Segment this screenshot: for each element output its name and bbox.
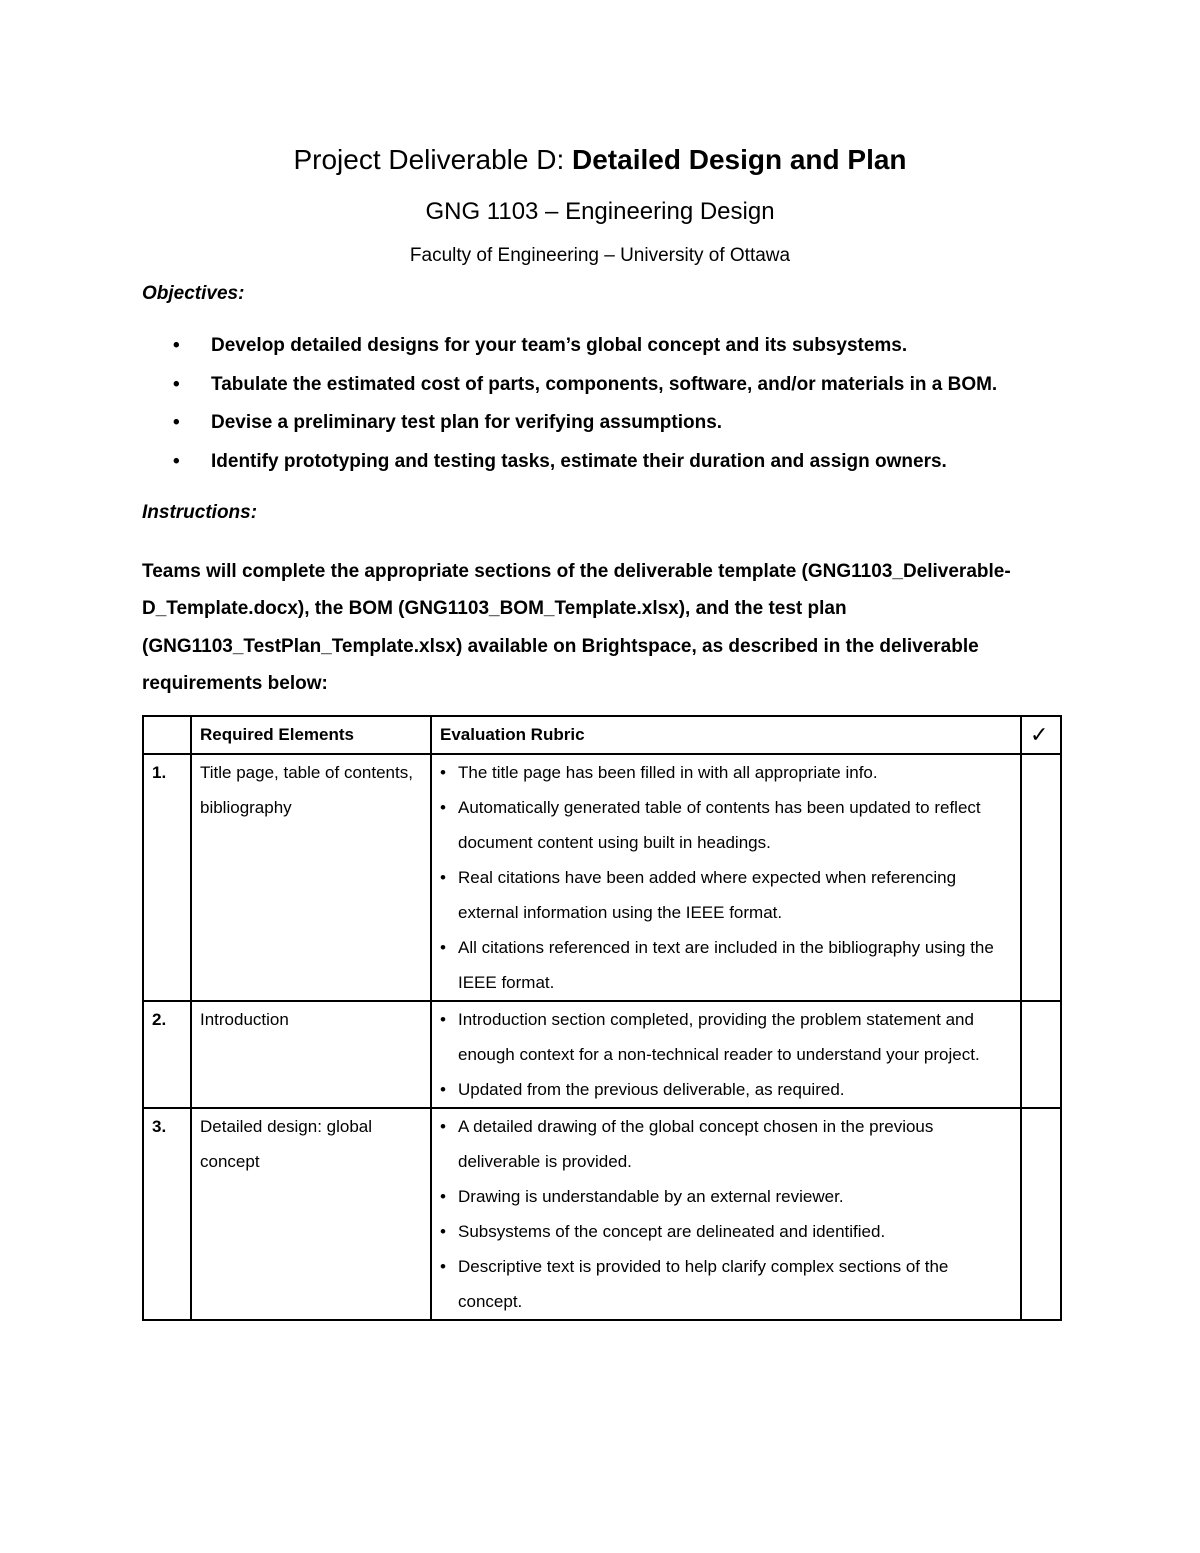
row-element: Introduction: [191, 1001, 431, 1108]
rubric-item: • The title page has been filled in with all appropriate info.: [440, 755, 1012, 790]
rubric-item: • Automatically generated table of contents has been updated to reflect document content using built in headings.: [440, 790, 1012, 860]
table-header-row: [143, 716, 1061, 754]
title-prefix: Project Deliverable D:: [293, 144, 573, 175]
instructions-paragraph: Teams will complete the appropriate sections of the deliverable template (GNG1103_Deliverable-D_Template.docx), the BOM (GNG1103_BOM_Template.xlsx), and the test plan (GNG1103_TestPlan_Template.xlsx) available on Brightspace, as described in the deliverable requirements below:: [142, 561, 1011, 694]
course-subtitle: GNG 1103 – Engineering Design: [425, 198, 775, 225]
rubric-item: • A detailed drawing of the global concept chosen in the previous deliverable is provided.: [440, 1109, 1012, 1179]
objective-item: • Identify prototyping and testing tasks, estimate their duration and assign owners.: [142, 449, 1082, 488]
row-check-cell[interactable]: [1021, 754, 1061, 1001]
rubric-item: • All citations referenced in text are included in the bibliography using the IEEE format.: [440, 930, 1012, 1000]
table-row: [143, 1108, 1061, 1320]
requirements-table: [142, 715, 1062, 1321]
table-row: [143, 1001, 1061, 1108]
header-evaluation-rubric: Evaluation Rubric: [431, 716, 1021, 754]
row-rubric: [431, 1108, 1021, 1320]
bullet-icon: •: [173, 412, 180, 433]
bullet-icon: •: [173, 335, 180, 356]
table-row: [143, 754, 1061, 1001]
instructions-heading: Instructions:: [142, 502, 258, 523]
row-element: Title page, table of contents, bibliography: [191, 754, 431, 1001]
row-number: 2.: [143, 1001, 191, 1108]
header-number: [143, 716, 191, 754]
bullet-icon: •: [173, 450, 180, 472]
rubric-item: • Subsystems of the concept are delineated and identified.: [440, 1214, 1012, 1249]
objective-item: • Devise a preliminary test plan for verifying assumptions.: [142, 410, 1082, 449]
objectives-list: [142, 333, 1082, 487]
rubric-item: • Introduction section completed, providing the problem statement and enough context for a non-technical reader to understand your project.: [440, 1002, 1012, 1072]
rubric-item: • Updated from the previous deliverable, as required.: [440, 1072, 1012, 1107]
row-element: Detailed design: global concept: [191, 1108, 431, 1320]
row-check-cell[interactable]: [1021, 1108, 1061, 1320]
rubric-list: [440, 1002, 1012, 1107]
page-title: [0, 142, 1200, 178]
objective-item: • Tabulate the estimated cost of parts, components, software, and/or materials in a BOM.: [142, 372, 1082, 411]
faculty-line: Faculty of Engineering – University of Ottawa: [409, 245, 791, 266]
objective-item: • Develop detailed designs for your team’s global concept and its subsystems.: [142, 333, 1082, 372]
rubric-item: • Drawing is understandable by an external reviewer.: [440, 1179, 1012, 1214]
checkmark-icon: ✓: [1021, 716, 1061, 754]
objectives-heading: Objectives:: [142, 283, 245, 304]
rubric-list: [440, 1109, 1012, 1319]
rubric-item: • Real citations have been added where expected when referencing external information using the IEEE format.: [440, 860, 1012, 930]
bullet-icon: •: [173, 373, 180, 395]
title-bold: Detailed Design and Plan: [572, 144, 907, 175]
row-check-cell[interactable]: [1021, 1001, 1061, 1108]
row-rubric: [431, 1001, 1021, 1108]
row-number: 1.: [143, 754, 191, 1001]
rubric-list: [440, 755, 1012, 1000]
row-rubric: [431, 754, 1021, 1001]
rubric-item: • Descriptive text is provided to help clarify complex sections of the concept.: [440, 1249, 1012, 1319]
row-number: 3.: [143, 1108, 191, 1320]
header-required-elements: Required Elements: [191, 716, 431, 754]
